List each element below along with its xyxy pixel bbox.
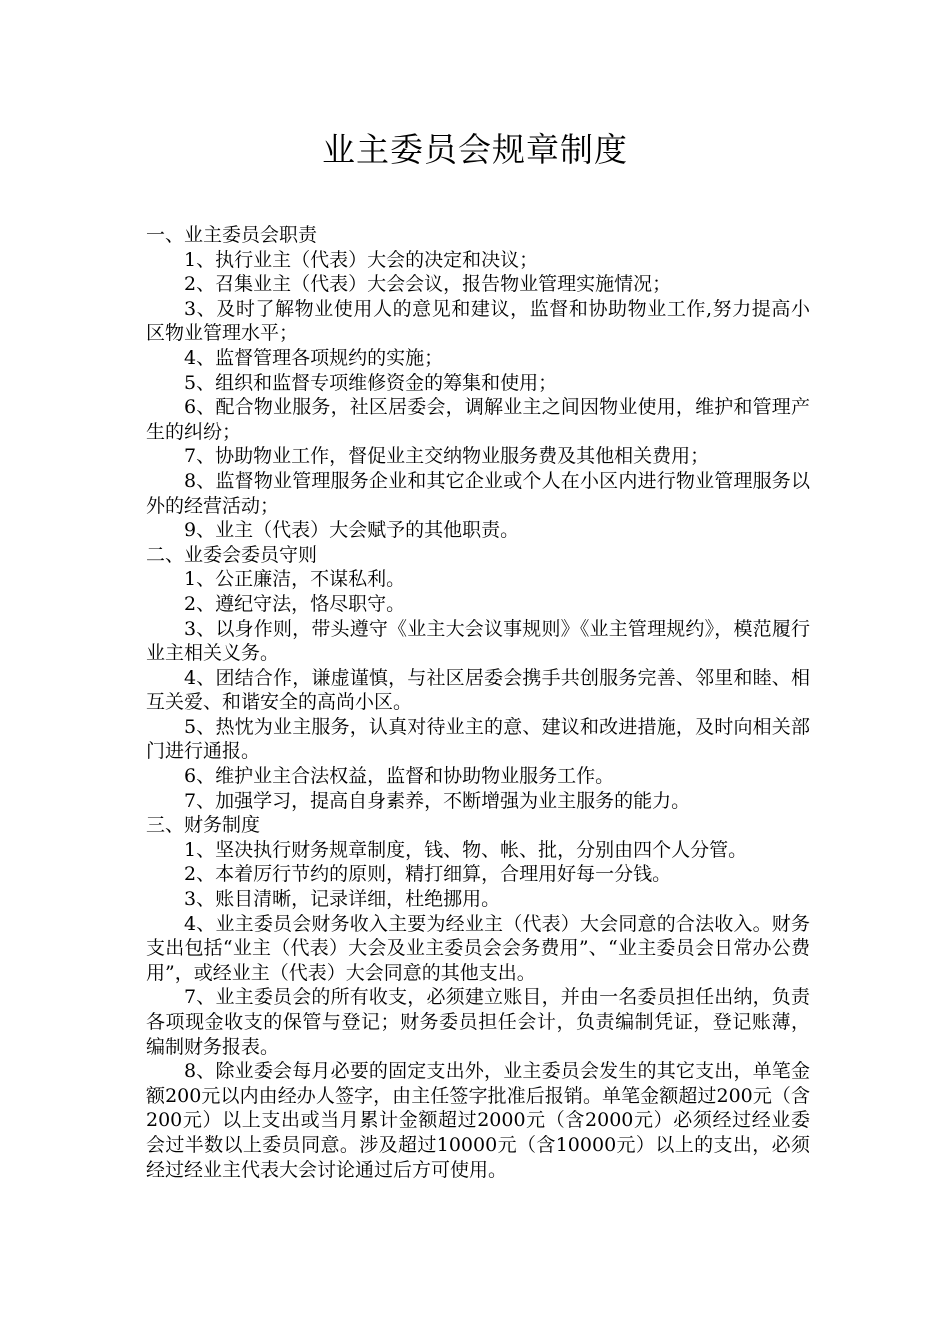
section-item: 9、业主（代表）大会赋予的其他职责。 (184, 519, 520, 542)
section-item: 3、账目清晰，记录详细，杜绝挪用。 (184, 888, 501, 911)
document-title: 业主委员会规章制度 (322, 130, 628, 169)
section-item: 1、执行业主（代表）大会的决定和决议； (184, 248, 539, 271)
section-item: 4、监督管理各项规约的实施； (184, 346, 444, 369)
document-body (146, 223, 810, 1182)
section-item: 6、配合物业服务，社区居委会，调解业主之间因物业使用，维护和管理产生的纠纷； (146, 396, 810, 443)
section-item: 1、坚决执行财务规章制度，钱、物、帐、批，分别由四个人分管。 (184, 838, 748, 861)
section-item: 5、组织和监督专项维修资金的筹集和使用； (184, 371, 558, 394)
section-heading: 一、业主委员会职责 (146, 224, 318, 246)
section-heading: 二、业委会委员守则 (146, 543, 318, 566)
section-item: 2、召集业主（代表）大会会议，报告物业管理实施情况； (184, 273, 672, 296)
section-item: 1、公正廉洁，不谋私利。 (184, 568, 406, 591)
section-item: 2、遵纪守法，恪尽职守。 (184, 592, 406, 615)
section-item: 5、热忱为业主服务，认真对待业主的意、建议和改进措施，及时向相关部门进行通报。 (146, 715, 810, 763)
section-item: 3、以身作则，带头遵守《业主大会议事规则》《业主管理规约》，模范履行业主相关义务。 (146, 617, 810, 665)
section-item: 7、协助物业工作，督促业主交纳物业服务费及其他相关费用； (184, 445, 710, 468)
section-item: 3、及时了解物业使用人的意见和建议，监督和协助物业工作,努力提高小区物业管理水平； (146, 297, 810, 345)
section-item: 7、业主委员会的所有收支，必须建立账目，并由一名委员担任出纳，负责各项现金收支的保管与登记；财务委员担任会计，负责编制凭证，登记账薄，编制财务报表。 (146, 986, 810, 1058)
section-item: 2、本着厉行节约的原则，精打细算，合理用好每一分钱。 (184, 863, 672, 886)
section-item: 8、除业委会每月必要的固定支出外，业主委员会发生的其它支出，单笔金额200元以内由经办人签字，由主任签字批准后报销。单笔金额超过200元（含200元）以上支出或当月累计金额超过2000元（含2000元）必须经过经业委会过半数以上委员同意。涉及超过10000元（含10000元）以上的支出，必须经过经业主代表大会讨论通过后方可使用。 (146, 1060, 810, 1181)
section-item: 4、团结合作，谦虚谨慎，与社区居委会携手共创服务完善、邻里和睦、相互关爱、和谐安全的高尚小区。 (146, 666, 810, 714)
section-item: 8、监督物业管理服务企业和其它企业或个人在小区内进行物业管理服务以外的经营活动； (146, 469, 810, 517)
section-item: 6、维护业主合法权益，监督和协助物业服务工作。 (184, 765, 615, 788)
section-item: 7、加强学习，提高自身素养，不断增强为业主服务的能力。 (184, 789, 691, 812)
section-item: 4、业主委员会财务收入主要为经业主（代表）大会同意的合法收入。财务支出包括“业主（代表）大会及业主委员会会务费用”、“业主委员会日常办公费用”，或经业主（代表）大会同意的其他支出。 (146, 912, 810, 984)
section-heading: 三、财务制度 (146, 814, 261, 837)
